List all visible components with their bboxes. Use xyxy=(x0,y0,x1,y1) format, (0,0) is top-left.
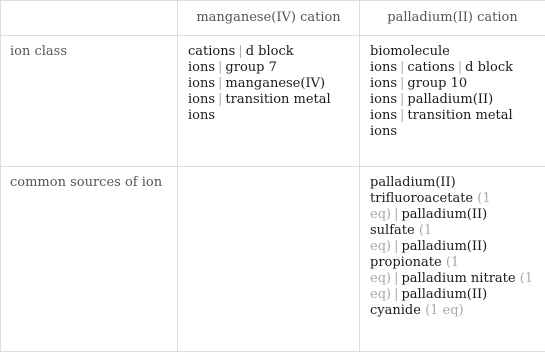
list-item: transition metal ions xyxy=(188,92,331,123)
equivalent-amount: (1 eq) xyxy=(370,191,491,222)
table-row xyxy=(1,36,545,167)
separator: | xyxy=(400,60,404,75)
separator: | xyxy=(400,76,404,91)
list-item: d block ions xyxy=(188,44,294,75)
equivalent-amount: (1 eq) xyxy=(370,271,533,302)
cell-manganese-ion-class xyxy=(178,36,360,167)
separator: | xyxy=(218,92,222,107)
list-item: cations xyxy=(407,60,454,75)
row-header-ion-class: ion class xyxy=(1,36,178,167)
list-item: manganese(IV) ions xyxy=(188,76,325,107)
list-item: biomolecule ions xyxy=(370,44,450,75)
header-row xyxy=(1,1,545,36)
cell-palladium-ion-class xyxy=(360,36,545,167)
equivalent-amount: (1 eq) xyxy=(425,303,464,318)
list-item: palladium(II) propionate xyxy=(370,239,487,270)
separator: | xyxy=(218,60,222,75)
separator: | xyxy=(394,207,398,222)
column-header-palladium: palladium(II) cation xyxy=(360,1,545,36)
cell-palladium-sources xyxy=(360,167,545,352)
list-item: transition metal ions xyxy=(370,108,513,139)
list-item: palladium(II) cyanide xyxy=(370,287,487,318)
equivalent-amount: (1 eq) xyxy=(370,223,432,254)
list-item: group 10 ions xyxy=(370,76,467,107)
column-header-manganese: manganese(IV) cation xyxy=(178,1,360,36)
separator: | xyxy=(400,92,404,107)
separator: | xyxy=(394,287,398,302)
separator: | xyxy=(394,271,398,286)
separator: | xyxy=(400,108,404,123)
list-item: d block ions xyxy=(370,60,513,91)
separator: | xyxy=(238,44,242,59)
corner-cell xyxy=(1,1,178,36)
cell-manganese-sources xyxy=(178,167,360,352)
list-item: cations xyxy=(188,44,235,59)
list-item: palladium(II) trifluoroacetate xyxy=(370,175,473,206)
list-item: palladium(II) ions xyxy=(370,92,493,123)
list-item: palladium(II) sulfate xyxy=(370,207,487,238)
list-item: group 7 ions xyxy=(188,60,277,91)
separator: | xyxy=(218,76,222,91)
separator: | xyxy=(394,239,398,254)
equivalent-amount: (1 eq) xyxy=(370,255,459,286)
row-header-common-sources: common sources of ion xyxy=(1,167,178,352)
table-row xyxy=(1,167,545,352)
separator: | xyxy=(458,60,462,75)
list-item: palladium nitrate xyxy=(401,271,515,286)
